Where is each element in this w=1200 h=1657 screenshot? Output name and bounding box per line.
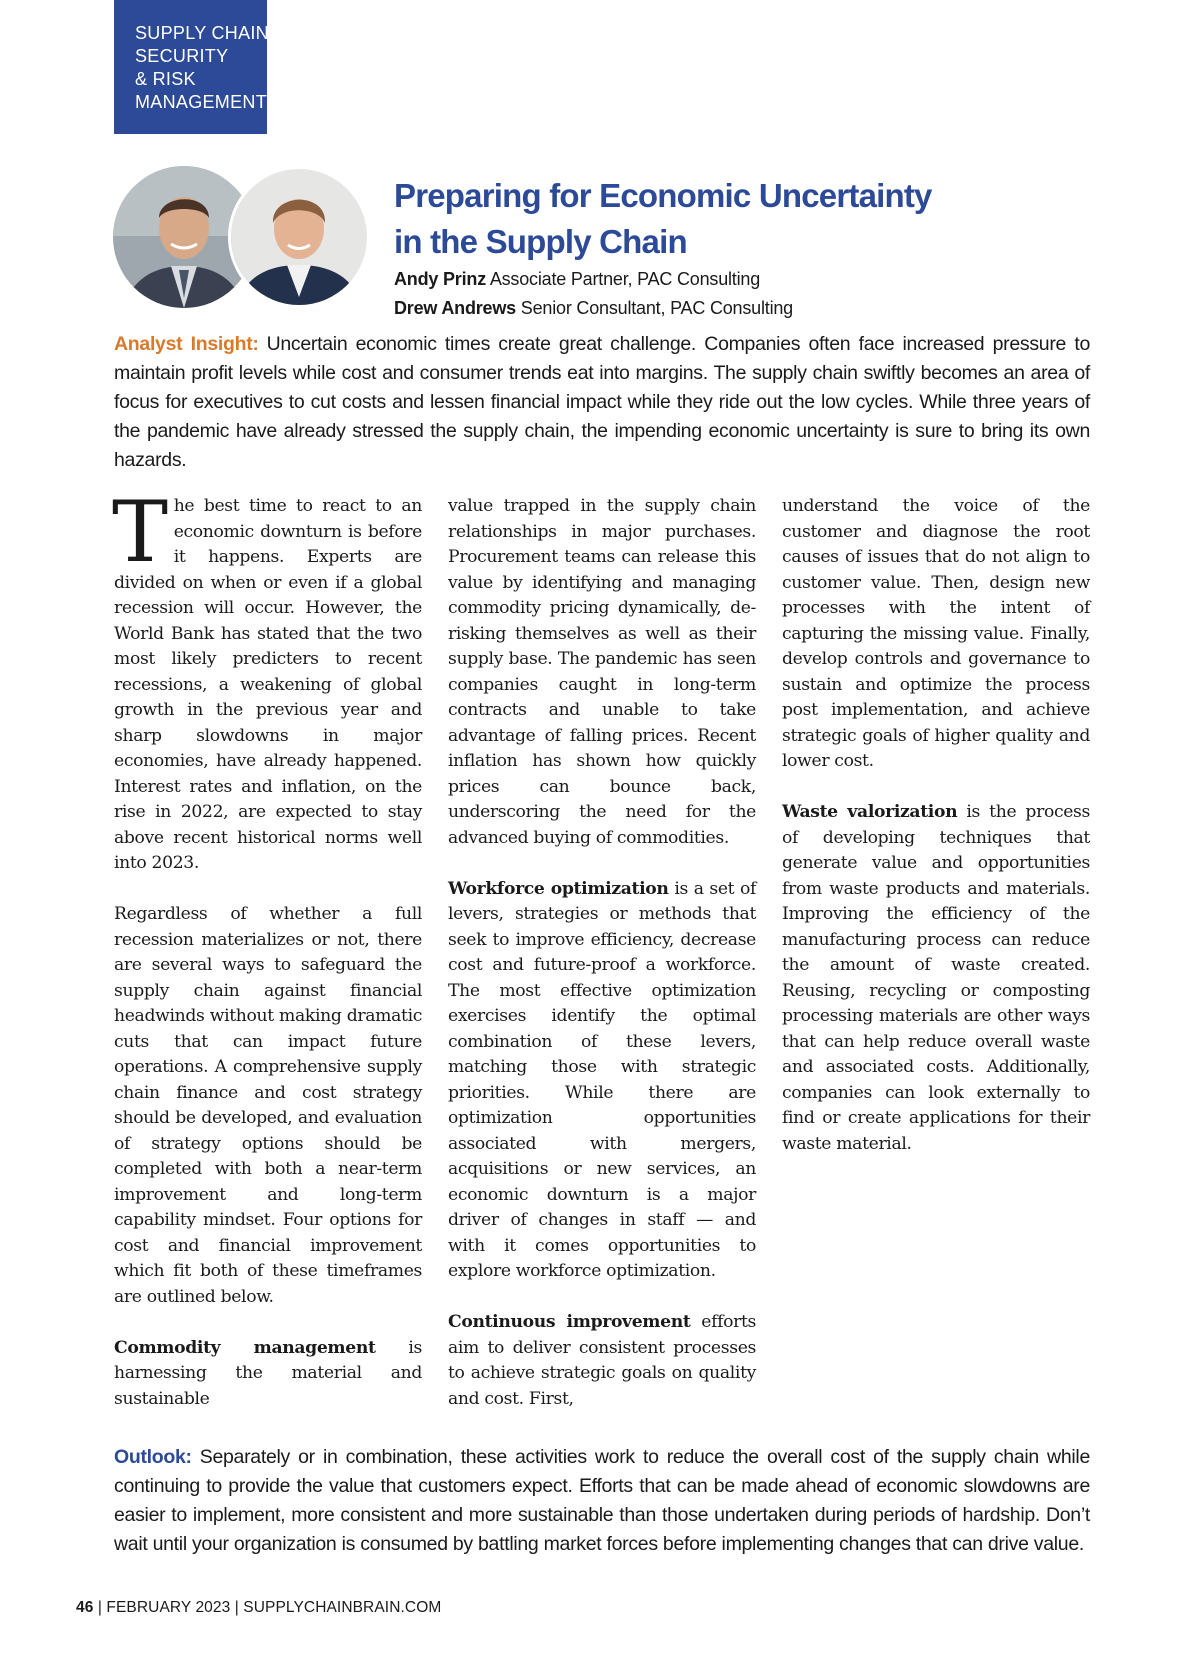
author-role: Associate Partner, PAC Consulting [489,269,761,289]
lead-term: Waste valorization [782,802,958,822]
analyst-insight [114,330,1090,475]
paragraph-commodity-start [114,1336,422,1413]
outlook-label: Outlook: [114,1446,192,1468]
analyst-insight-label: Analyst Insight: [114,333,259,355]
paragraph-text: is the process of developing techniques that generate value and opportunities from waste products and materials. Improving the efficiency of the manufacturing process can reduce the amount of waste created. Reusing, recycling or composting processing materials are other ways that can help reduce overall waste and associated costs. Additionally, companies can look externally to find or create applications for their waste material. [782,802,1090,1154]
article-body [112,483,1090,1409]
page-footer [76,1599,441,1617]
author-photo-drew-andrews [228,166,370,308]
lead-term: Continuous improvement [448,1312,691,1332]
paragraph-strategy: Regardless of whether a full recession materializes or not, there are several ways to safeguard the supply chain against financial headwinds without making dramatic cuts that can impact future operations. A comprehensive supply chain finance and cost strategy should be developed, and evaluation of strategy options should be completed with both a near-term improvement and long-term capability mindset. Four options for cost and financial improvement which fit both of these timeframes are outlined below. [114,904,422,1307]
article-title-line: Preparing for Economic Uncertainty [394,177,932,214]
lead-term: Workforce optimization [448,878,669,899]
author-byline [394,297,793,319]
paragraph-waste [782,800,1090,1157]
paragraph-text: is harnessing the material and sustainable [114,1337,423,1409]
outlook-text: Separately or in combination, these activities work to reduce the overall cost of the supply chain while continuing to provide the value that customers expect. Efforts that can be made ahead of economic slowdowns are easier to implement, more consistent and more sustainable than those undertaken during periods of hardship. Don’t wait until your organization is consumed by battling market forces before implementing changes that can drive value. [114,1446,1090,1555]
paragraph-intro [112,483,422,877]
paragraph-commodity-end: value trapped in the supply chain relationships in major purchases. Procurement teams can release this value by identifying and managing commodity pricing dynamically, de-risking themselves as well as their supply base. The pandemic has seen companies caught in long-term contracts and unable to take advantage of falling prices. Recent inflation has shown how quickly prices can bounce back, underscoring the need for the advanced buying of commodities. [448,496,756,848]
article-title-line: in the Supply Chain [394,223,687,260]
section-tag-line: SECURITY [135,46,229,66]
issue-info: | FEBRUARY 2023 | SUPPLYCHAINBRAIN.COM [97,1599,442,1616]
paragraph-continuous-end: understand the voice of the customer and diagnose the root causes of issues that do not align to customer value. Then, design new processes with the intent of capturing the missing value. Finally, develop controls and governance to sustain and optimize the process post implementation, and achieve strategic goals of higher quality and lower cost. [782,496,1090,771]
author-name: Andy Prinz [394,269,487,289]
paragraph-text: is a set of levers, strategies or methods that seek to improve efficiency, decrease cost and future-proof a workforce. The most effective optimization exercises identify the optimal combination of these levers, matching those with strategic priorities. While there are optimization opportunities associated with mergers, acquisitions or new services, an economic downturn is a major driver of changes in staff — and with it comes opportunities to explore workforce optimization. [448,878,757,1281]
paragraph-text: efforts aim to deliver consistent processes to achieve strategic goals on quality and cost. First, [448,1312,756,1409]
section-tag-line: SUPPLY CHAIN [135,23,269,43]
lead-term: Commodity management [114,1337,376,1358]
drop-cap: T [112,483,168,581]
paragraph-workforce [448,877,756,1285]
paragraph-continuous-start [448,1310,756,1412]
section-tag-line: MANAGEMENT [135,92,268,112]
author-name: Drew Andrews [394,298,516,318]
body-column-2 [448,494,756,1412]
author-byline [394,268,760,290]
body-column-1 [112,483,423,1412]
paragraph-text: he best time to react to an economic downturn is before it happens. Experts are divided on when or even if a global recession will occur. However, the World Bank has stated that the two most likely predicters to recent recessions, a weakening of global growth in the previous year and sharp slowdowns in major economies, have already happened. Interest rates and inflation, on the rise in 2022, are expected to stay above recent historical norms well into 2023. [114,496,422,873]
body-column-3 [782,494,1090,1157]
analyst-insight-text: Uncertain economic times create great challenge. Companies often face increased pressure to maintain profit levels while cost and consumer trends eat into margins. The supply chain swiftly becomes an area of focus for executives to cut costs and lessen financial impact while they ride out the low cycles. While three years of the pandemic have already stressed the supply chain, the impending economic uncertainty is sure to bring its own hazards. [114,333,1090,471]
page-number: 46 [76,1599,94,1616]
outlook [114,1443,1090,1559]
article-title [394,173,994,265]
author-role: Senior Consultant, PAC Consulting [520,298,793,318]
section-tag-line: & RISK [135,69,196,89]
section-tag [114,0,267,134]
